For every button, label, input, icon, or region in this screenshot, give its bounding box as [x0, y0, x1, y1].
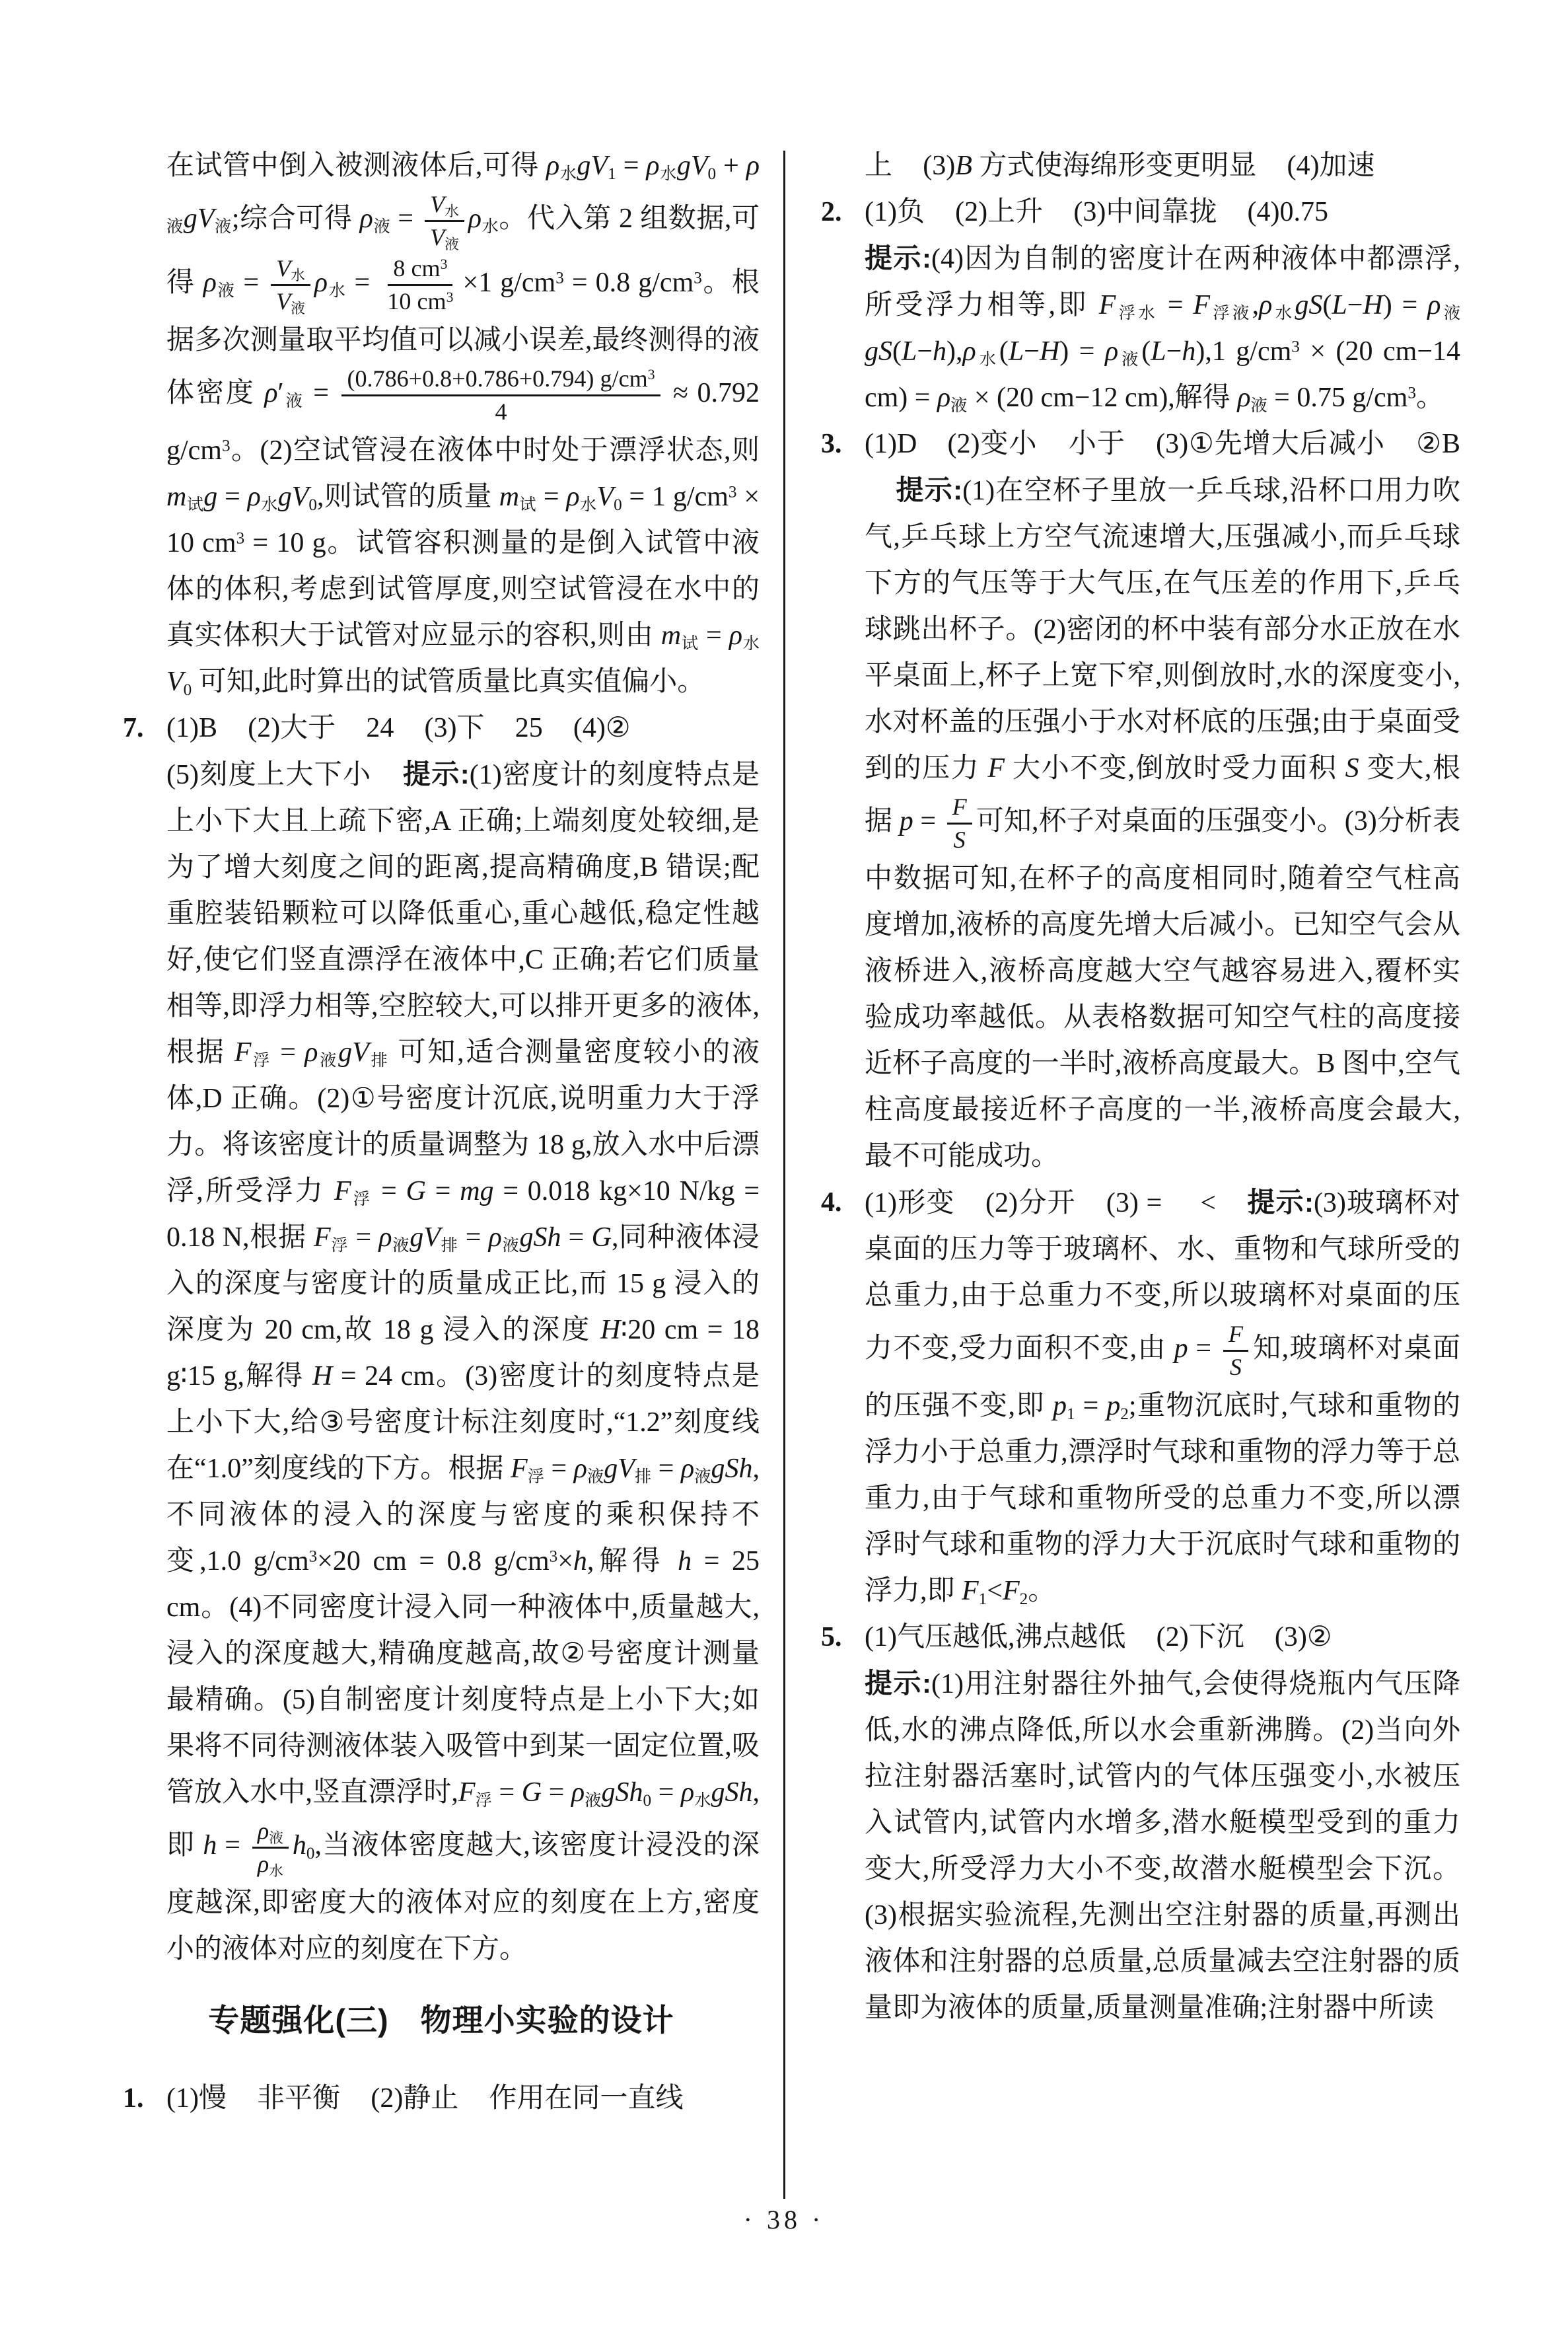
answer-item-3 — [821, 421, 1460, 1179]
column-divider-line — [783, 151, 785, 2199]
item-3-number: 3. — [821, 429, 842, 459]
right-column — [821, 143, 1460, 2031]
answer-item-5 — [821, 1614, 1460, 2031]
item-7-number: 7. — [123, 712, 144, 743]
item-7-body: (1)B (2)大于 24 (3)下 25 (4)② (5)刻度上大下小 提示:(1)密度计的刻度特点是上小下大且上疏下密,A 正确;上端刻度处较细,是为了增大刻度之间的距离,提高精确度,B 错误;配重腔装铅颗粒可以降低重心,重心越低,稳定性越好,使它们竖直漂浮在液体中,C 正确;若它们质量相等,即浮力相等,空腔较大,可以排开更多的液体,根据 $F_浮 = \rho_液gV_排$ 可知,适合测量密度较小的液体,D 正确。(2)①号密度计沉底,说明重力大于浮力。将该密度计的质量调整为 18 g,放入水中后漂浮,所受浮力 $F_浮 = G$ = mg = 0.018 kg×10 N/kg = 0.18 N,根据 $F_浮 = \rho_液gV_排 = \rho_液gSh = G$,同种液体浸入的深度与密度计的质量成正比,而 15 g 浸入的深度为 20 cm,故 18 g 浸入的深度 H∶20 cm = 18 g∶15 g,解得 H = 24 cm。(3)密度计的刻度特点是上小下大,给③号密度计标注刻度时,“1.2”刻度线在“1.0”刻度线的下方。根据 $F_浮 = \rho_液gV_排 = \rho_液gSh$,不同液体的浸入的深度与密度的乘积保持不变,1.0 $g/cm^3\times 20$ cm = 0.8 $g/cm^3\times h$,解得 h = 25 cm。(4)不同密度计浸入同一种液体中,质量越大,浸入的深度越大,精确度越高,故②号密度计测量最精确。(5)自制密度计刻度特点是上小下大;如果将不同待测液体装入吸管中到某一固定位置,吸管放入水中,竖直漂浮时$,F_浮 = G = \rho_液gSh_0 = \rho_水gSh$,即 h = $\frac{\rho_液}{\rho_水}$ $h_0$,当液体密度越大,该密度计浸没的深度越深,即密度大的液体对应的刻度在上方,密度小的液体对应的刻度在下方。 — [166, 712, 760, 1964]
answer-item-7 — [123, 705, 760, 1972]
left-column — [123, 143, 760, 2122]
answer-item-4 — [821, 1179, 1460, 1614]
answer-item-2 — [821, 189, 1460, 421]
item-4-body: (1)形变 (2)分开 (3) = < 提示:(3)玻璃杯对桌面的压力等于玻璃杯、水、重物和气球所受的总重力,由于总重力不变,所以玻璃杯对桌面的压力不变,受力面积不变,由 p = $\frac{F}{S}$ 知,玻璃杯对桌面的压强不变,即 $p_1 = p_2$;重物沉底时,气球和重物的浮力小于总重力,漂浮时气球和重物的浮力等于总重力,由于气球和重物所受的总重力不变,所以漂浮时气球和重物的浮力大于沉底时气球和重物的浮力,即 $F_1<F_2$。 — [865, 1186, 1460, 1608]
answer-6-continuation-paragraph: 在试管中倒入被测液体后,可得 $\rho_水gV_1 = \rho_水gV_0 + \rho_液gV_液$;综合可得 $\rho_液$ = $\frac{V_水}{V_液}$ $\rho_水$。代入第 2 组数据,可得 $\rho_液$ = $\frac{V_水}{V_液}$ $\rho_水$ = $\frac{8 cm^3}{10 cm^3}$ ×1 $g/cm^3 = 0.8$ $g/cm^3$。根据多次测量取平均值可以减小误差,最终测得的液体密度 $\rho'_液$ = $\frac{(0.786+0.8+0.786+0.794) g/cm^3}{4}$ ≈ 0.792 $g/cm^3$。(2)空试管浸在液体中时处于漂浮状态,则 $m_试g = \rho_水gV_0$,则试管的质量 $m_试 = \rho_水V_0 = 1$ $g/cm^3 \times 10$ $cm^3 = 10$ g。试管容积测量的是倒入试管中液体的体积,考虑到试管厚度,则空试管浸在水中的真实体积大于试管对应显示的容积,则由 $m_试 = \rho_水V_0$ 可知,此时算出的试管质量比真实值偏小。 — [166, 151, 760, 699]
answer-item-1 — [123, 2075, 760, 2122]
item-2-number: 2. — [821, 197, 842, 227]
item-1-body: (1)慢 非平衡 (2)静止 作用在同一直线 — [166, 2083, 684, 2114]
page-number: · 38 · — [743, 2205, 825, 2234]
section-heading: 专题强化(三) 物理小实验的设计 — [208, 2002, 674, 2038]
item-4-number: 4. — [821, 1187, 842, 1218]
item-1-number: 1. — [123, 2083, 144, 2114]
item-3-body: (1)D (2)变小 小于 (3)①先增大后减小 ②B提示:(1)在空杯子里放一乒乓球,沿杯口用力吹气,乒乓球上方空气流速增大,压强减小,而乒乓球下方的气压等于大气压,在气压差的作用下,乒乓球跳出杯子。(2)密闭的杯中装有部分水正放在水平桌面上,杯子上宽下窄,则倒放时,水的深度变小,水对杯盖的压强小于水对杯底的压强;由于桌面受到的压力 F 大小不变,倒放时受力面积 S 变大,根据 p = $\frac{F}{S}$ 可知,杯子对桌面的压强变小。(3)分析表中数据可知,在杯子的高度相同时,随着空气柱高度增加,液桥的高度先增大后减小。已知空气会从液桥进入,液桥高度越大空气越容易进入,覆杯实验成功率越低。从表格数据可知空气柱的高度接近杯子高度的一半时,液桥高度最大。B 图中,空气柱高度最接近杯子高度的一半,液桥高度会最大,最不可能成功。 — [865, 429, 1461, 1171]
item-2-body: (1)负 (2)上升 (3)中间靠拢 (4)0.75 提示:(4)因为自制的密度计在两种液体中都漂浮,所受浮力相等,即 $F_{浮水} = F_{浮液},\rho_水gS(L-H) = \rho_液gS(L-h),\rho_水(L-H) = \rho_液(L-h),1$ $g/cm^3 \times (20$ cm−14 $cm) = \rho_液 \times (20$ cm−12 cm),解得 $\rho_液 = 0.75$ $g/cm^3$。 — [865, 197, 1461, 416]
answer-1-continuation-paragraph: 上 (3)B 方式使海绵形变更明显 (4)加速 — [865, 151, 1375, 181]
item-5-number: 5. — [821, 1621, 842, 1652]
item-5-body: (1)气压越低,沸点越低 (2)下沉 (3)② 提示:(1)用注射器往外抽气,会使得烧瓶内气压降低,水的沸点降低,所以水会重新沸腾。(2)当向外拉注射器活塞时,试管内的气体压强变小,水被压入试管内,试管内水增多,潜水艇模型受到的重力变大,所受浮力大小不变,故潜水艇模型会下沉。(3)根据实验流程,先测出空注射器的质量,再测出液体和注射器的总质量,总质量减去空注射器的质量即为液体的质量,质量测量准确;注射器中所读 — [865, 1621, 1460, 2023]
